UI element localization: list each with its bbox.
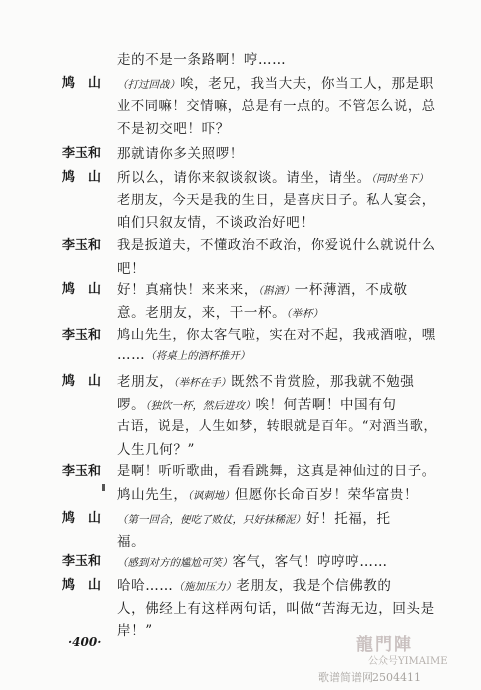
dialogue-line <box>117 166 429 186</box>
dialogue-line <box>117 507 391 527</box>
dialogue-line <box>117 278 408 298</box>
dialogue-line <box>117 48 286 68</box>
dialogue-line <box>117 438 195 458</box>
spoken-text: 我是扳道夫，不懂政治不政治，你爱说什么就说什么 <box>117 238 436 253</box>
dialogue-line <box>117 257 145 277</box>
watermark-logo: 龍門陣 <box>356 635 413 655</box>
spoken-text: 好！托福，托 <box>306 511 391 527</box>
dialogue-line <box>117 95 436 114</box>
spoken-text: 业不同嘛！交情嘛，总是有一点的。不管怎么说，总 <box>117 98 436 114</box>
stage-direction: （第一回合，便吃了败仗，只好抹稀泥） <box>117 514 306 526</box>
dialogue-line <box>117 324 436 343</box>
stage-direction: （施加压力） <box>173 581 237 593</box>
speaker-name: 李玉和 <box>62 238 102 253</box>
spoken-text: 哈哈…… <box>117 578 174 594</box>
spoken-text: 咱们只叙友情，不谈政治好吧！ <box>117 215 315 231</box>
dialogue-line <box>117 415 437 434</box>
spoken-text: 所以么，请你来叙谈叙谈。请坐，请坐。 <box>117 170 371 186</box>
speaker-name: 鸠 山 <box>62 578 102 593</box>
spoken-text: 但愿你长命百岁！荣华富贵！ <box>234 487 419 503</box>
dialogue-line <box>117 597 435 617</box>
spoken-text: 古语，说是，人生如梦，转眼就是百年。“对酒当歌， <box>117 419 438 434</box>
stage-direction: （感到对方的尴尬可笑） <box>117 557 233 569</box>
dialogue-line <box>117 211 314 231</box>
dialogue-line <box>117 530 145 550</box>
spoken-text: 人，佛经上有这样两句话，叫做“苦海无边，回头是 <box>117 600 435 617</box>
spoken-text: 鸠山先生，你太客气啦，实在对不起，我戒酒啦，嘿 <box>117 328 436 343</box>
dialogue-line <box>117 347 250 363</box>
watermark-site: 歌谱简谱网 <box>318 671 373 684</box>
spoken-text: …… <box>117 346 146 363</box>
dialogue-line <box>117 393 396 413</box>
speaker-name: 鸠 山 <box>62 511 102 526</box>
spoken-text: 走的不是一条路啊！哼…… <box>117 52 287 68</box>
stage-direction: （讽刺地） <box>187 490 235 502</box>
speaker-name: 鸠 山 <box>62 170 102 185</box>
stage-direction: （打过回战） <box>117 79 180 91</box>
spoken-text: 既然不肯赏脸，那我就不勉强 <box>231 374 415 390</box>
watermark-account: 公众号YIMAIME <box>368 656 448 667</box>
spoken-text: 福。 <box>117 533 146 550</box>
dialogue-line <box>117 301 323 321</box>
stage-direction: （将桌上的酒杯推开） <box>145 349 251 362</box>
print-speck <box>102 484 105 491</box>
spoken-text: 是啊！听听歌曲，看看跳舞，这真是神仙过的日子。 <box>117 464 436 479</box>
dialogue-line <box>117 619 153 639</box>
dialogue-line <box>117 483 418 503</box>
spoken-text: 人生几何？” <box>117 441 196 458</box>
dialogue-line <box>117 460 436 479</box>
dialogue-line <box>117 370 414 390</box>
speaker-name: 鸠 山 <box>62 76 102 91</box>
watermark-code: 2504411 <box>372 671 421 684</box>
dialogue-line <box>117 234 436 253</box>
spoken-text: 意。老朋友，来，干一杯。 <box>117 304 287 321</box>
speaker-name: 李玉和 <box>62 328 102 343</box>
speaker-name: 鸠 山 <box>62 282 102 297</box>
stage-direction: （举杯） <box>286 307 323 320</box>
spoken-text: 不是初交吧！吓？ <box>117 121 230 137</box>
spoken-text: 唉！何苦啊！中国有句 <box>255 396 397 413</box>
spoken-text: 老朋友，我是个信佛教的 <box>236 578 392 594</box>
spoken-text: 鸠山先生， <box>117 487 188 503</box>
stage-direction: （同时坐下） <box>370 173 429 185</box>
spoken-text: 啰。 <box>117 396 146 413</box>
spoken-text: 老朋友， <box>117 374 174 390</box>
spoken-text: 岸！” <box>117 623 153 639</box>
page-number: ·400· <box>68 635 102 649</box>
stage-direction: （独饮一杯，然后进攻） <box>145 399 256 412</box>
spoken-text: 一杯薄酒，不成敬 <box>294 282 408 298</box>
spoken-text: 那就请你多关照啰！ <box>117 146 244 162</box>
stage-direction: （举杯在手） <box>173 377 232 389</box>
dialogue-line <box>117 142 244 162</box>
spoken-text: 吧！ <box>117 260 146 277</box>
stage-direction: （斟酒） <box>258 285 295 297</box>
speaker-name: 李玉和 <box>62 464 102 479</box>
spoken-text: 老朋友，今天是我的生日，是喜庆日子。私人宴会， <box>117 192 436 208</box>
spoken-text: 好！真痛快！来来来， <box>117 282 258 298</box>
speaker-name: 鸠 山 <box>62 374 102 389</box>
dialogue-line <box>117 189 436 208</box>
dialogue-line <box>117 550 388 570</box>
dialogue-line <box>117 117 230 137</box>
spoken-text: 唉，老兄，我当大夫，你当工人，那是职 <box>180 76 434 92</box>
dialogue-line <box>117 574 392 594</box>
speaker-name: 李玉和 <box>62 146 102 161</box>
spoken-text: 客气，客气！哼哼哼…… <box>232 554 388 570</box>
dialogue-line <box>117 72 434 92</box>
speaker-name: 李玉和 <box>62 554 102 569</box>
